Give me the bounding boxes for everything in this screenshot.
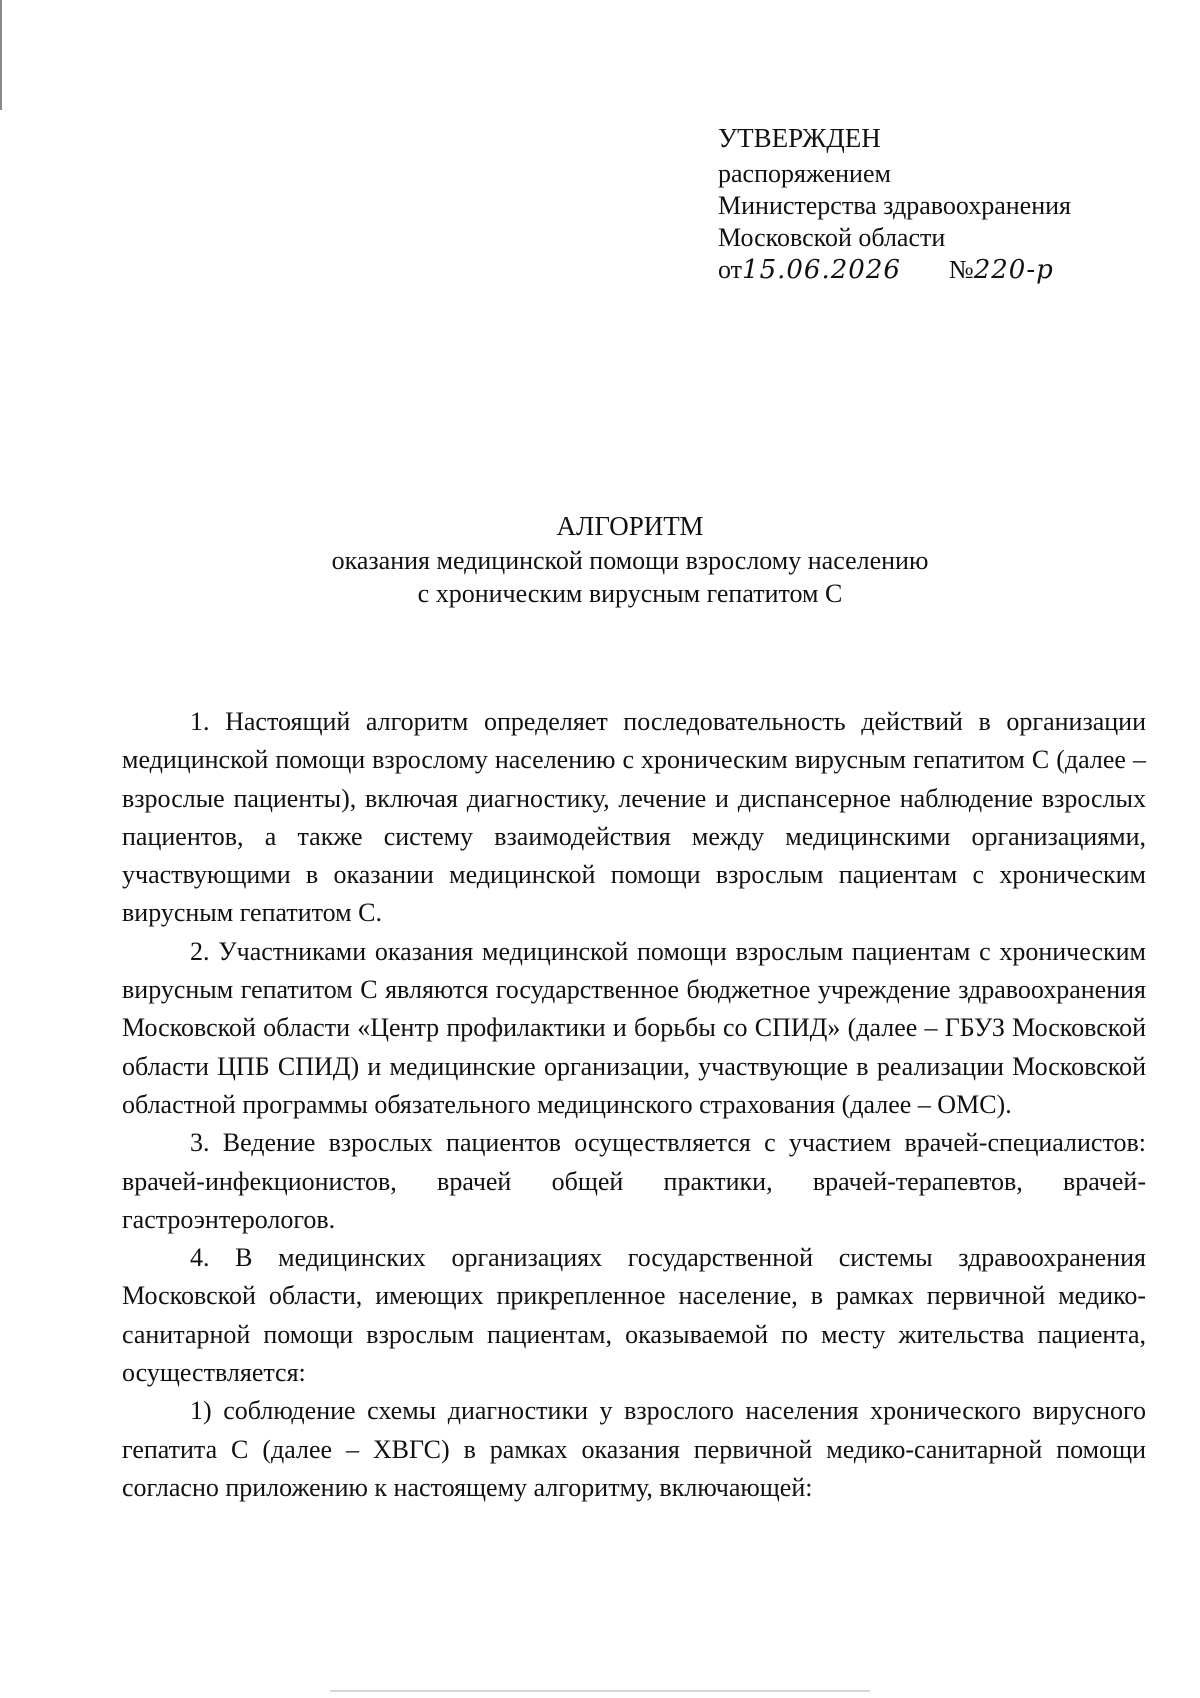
page-bottom-mark [330, 1690, 870, 1692]
document-title: АЛГОРИТМ [556, 511, 704, 541]
approval-stamp-block [718, 118, 1138, 286]
handwritten-date: 15.06.2026 [742, 255, 901, 285]
handwritten-number: 220-р [973, 255, 1054, 285]
paragraph-4-subitem-1: 1) соблюдение схемы диагностики у взрослого населения хронического вирусного гепатита С (далее – ХВГС) в рамках оказания первичной медико-санитарной помощи согласно приложению к настоящему алгоритму, включающей: [122, 1396, 1146, 1502]
document-subtitle-line1: оказания медицинской помощи взрослому населению [331, 546, 929, 575]
approval-line-order: распоряжением [718, 159, 891, 188]
paragraph-3: 3. Ведение взрослых пациентов осуществляется с участием врачей-специалистов: врачей-инфекционистов, врачей общей практики, врачей-терапевтов, врачей-гастроэнтерологов. [122, 1128, 1146, 1234]
number-prefix: № [948, 255, 974, 284]
approval-heading: УТВЕРЖДЕН [718, 123, 881, 153]
approval-date-number-row [718, 254, 1138, 286]
paragraph-1: 1. Настоящий алгоритм определяет последовательность действий в организации медицинской помощи взрослому населению с хроническим вирусным гепатитом С (далее – взрослые пациенты), включая диагностику, лечение и диспансерное наблюдение взрослых пациентов, а также систему взаимодействия между медицинскими организациями, участвующими в оказании медицинской помощи взрослым пациентам с хроническим вирусным гепатитом С. [122, 707, 1146, 928]
document-subtitle-line2: с хроническим вирусным гепатитом С [417, 579, 843, 608]
document-title-block [120, 508, 1140, 610]
approval-line-region: Московской области [718, 223, 946, 252]
paragraph-4: 4. В медицинских организациях государственной системы здравоохранения Московской области, имеющих прикрепленное население, в рамках первичной медико-санитарной помощи взрослым пациентам, оказываемой по месту жительства пациента, осуществляется: [122, 1243, 1146, 1388]
scan-edge [0, 0, 2, 110]
document-body [122, 703, 1146, 1507]
approval-line-ministry: Министерства здравоохранения [718, 191, 1071, 220]
paragraph-2: 2. Участниками оказания медицинской помощи взрослым пациентам с хроническим вирусным гепатитом С являются государственное бюджетное учреждение здравоохранения Московской области «Центр профилактики и борьбы со СПИД» (далее – ГБУЗ Московской области ЦПБ СПИД) и медицинские организации, участвующие в реализации Московской областной программы обязательного медицинского страхования (далее – ОМС). [122, 936, 1146, 1119]
date-prefix: от [718, 255, 743, 284]
